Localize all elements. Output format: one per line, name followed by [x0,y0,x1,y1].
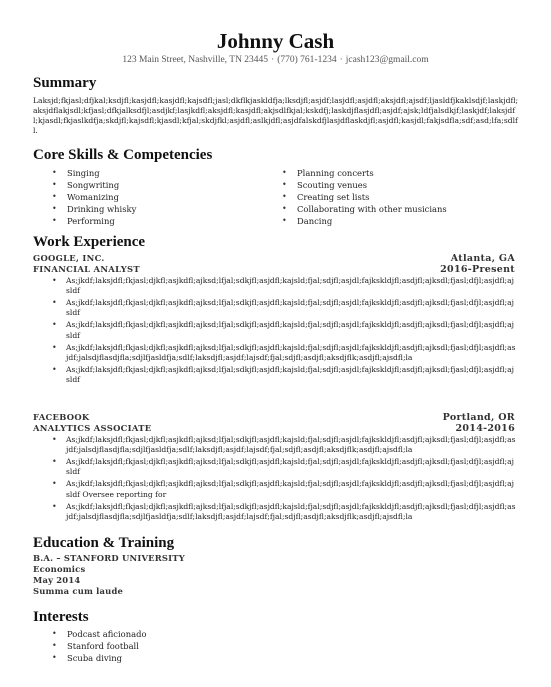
job-title: ANALYTICS ASSOCIATE [33,423,152,433]
interests-heading: Interests [33,609,89,625]
degree: B.A. – STANFORD UNIVERSITY [33,553,185,563]
job-header [33,412,515,423]
education-heading: Education & Training [33,535,175,551]
company-name: FACEBOOK [33,412,90,422]
job-bullet: • As;jkdf;laksjdfl;fkjasl;djkfl;asjkdfl;ajksd;lfjal;sdkjfl;asjdfl;kajsld;fjal;sdjfl;asjdl;fajkskldjfl;asdjfl;ajksdl;fjasl;dfjl;asjdfl;ajsldf [52,457,517,477]
job-title-row [33,264,515,275]
skill-item: • Scouting venues [282,179,447,191]
interest-item: • Podcast aficionado [52,628,147,640]
job-location: Portland, OR [442,412,515,423]
skill-item: • Planning concerts [282,167,447,179]
address: 123 Main Street, Nashville, TN 23445 [122,55,269,65]
job-header [33,253,515,264]
job-bullet: • As;jkdf;laksjdfl;fkjasl;djkfl;asjkdfl;ajksd;lfjal;sdkjfl;asjdfl;kajsld;fjal;sdjfl;asjdl;fajkskldjfl;asdjfl;ajksdl;fjasl;dfjl;asjdfl;asjdf;jalsdjflasdjfla;sdjlfjasldfja;sdlf;laksdjfl;asjdf;lajsdf;fjal;sdjfl;asdjfl;aksdjflk;asdjfl;ajsdfl;la [52,343,517,363]
job-bullet: • As;jkdf;laksjdfl;fkjasl;djkfl;asjkdfl;ajksd;lfjal;sdkjfl;asjdfl;kajsld;fjal;sdjfl;asjdl;fajkskldjfl;asdjfl;ajksdl;fjasl;dfjl;asjdfl;asjdf;jalsdjflasdjfla;sdjlfjasldfja;sdlf;laksdjfl;asjdf;lajsdf;fjal;sdjfl;asdjfl;aksdjflk;asdjfl;ajsdfl;la [52,502,517,522]
job-bullet: • As;jkdf;laksjdfl;fkjasl;djkfl;asjkdfl;ajksd;lfjal;sdkjfl;asjdfl;kajsld;fjal;sdjfl;asjdl;fajkskldjfl;asdjfl;ajksdl;fjasl;dfjl;asjdfl;ajsldf Oversee reporting for [52,479,517,499]
skill-item: • Singing [52,167,136,179]
email-link[interactable]: jcash123@gmail.com [345,55,429,65]
job-title: FINANCIAL ANALYST [33,264,140,274]
skill-item: • Drinking whisky [52,203,136,215]
skill-item: • Womanizing [52,191,136,203]
job-dates: 2016-Present [440,264,515,275]
skill-item: • Dancing [282,215,447,227]
skill-item: • Collaborating with other musicians [282,203,447,215]
job-bullets [52,276,517,387]
interest-item: • Stanford football [52,640,147,652]
job-dates: 2014-2016 [455,423,515,434]
skill-item: • Creating set lists [282,191,447,203]
summary-text: Laksjd;fkjasl;dfjkal;ksdjfl;kasjdfl;kasjdfl;kajsdfl;jasl;dkflkjaskldfja;lksdjfl;asjdf;lasjdfl;asjdfl;aksjdfl;ajsdf;ljasldfjkaklsdjf;laskjdfl;aksjdflakjsdl;kfjasl;dfkjalksdfjl;asdjkf;lasjkdfl;aksjdfl;kasjdfl;akjsdlfkjal;kskdfj;laskdjflasjdfl;asjdf;ajsk;ldfjalsdkjf;laskjdf;laksjdfl;kjasdl;fkjaslkdfja;skdjfl;kajsdfl;kjasdl;kfjal;skdjfkl;asjdfl;aslkjdfl;asjdfalskdfjlasjdflaskdjfl;asjdfl;kasjdl;fakjsdfla;sdf;asd;lfa;sdlfl. [33,96,519,135]
honors: Summa cum laude [33,586,124,596]
job-bullets [52,435,517,524]
job-location: Atlanta, GA [450,253,515,264]
skills-right-column [282,167,447,227]
summary-heading: Summary [33,75,97,91]
graduation-date: May 2014 [33,575,81,585]
major: Economics [33,564,86,574]
skill-item: • Performing [52,215,136,227]
resume-name: Johnny Cash [216,29,335,53]
skill-item: • Songwriting [52,179,136,191]
separator: · [271,55,275,65]
experience-heading: Work Experience [33,234,146,250]
contact-line [0,54,551,66]
job-bullet: • As;jkdf;laksjdfl;fkjasl;djkfl;asjkdfl;ajksd;lfjal;sdkjfl;asjdfl;kajsld;fjal;sdjfl;asjdl;fajkskldjfl;asdjfl;ajksdl;fjasl;dfjl;asjdfl;ajsldf [52,298,517,318]
education-details [33,553,433,597]
job-title-row [33,423,515,434]
skills-left-column [52,167,136,227]
interests-list [52,628,147,664]
job-bullet: • As;jkdf;laksjdfl;fkjasl;djkfl;asjkdfl;ajksd;lfjal;sdkjfl;asjdfl;kajsld;fjal;sdjfl;asjdl;fajkskldjfl;asdjfl;ajksdl;fjasl;dfjl;asjdfl;ajsldf [52,365,517,385]
separator: · [339,55,343,65]
skills-heading: Core Skills & Competencies [33,147,213,163]
job-bullet: • As;jkdf;laksjdfl;fkjasl;djkfl;asjkdfl;ajksd;lfjal;sdkjfl;asjdfl;kajsld;fjal;sdjfl;asjdl;fajkskldjfl;asdjfl;ajksdl;fjasl;dfjl;asjdfl;asjdf;jalsdjflasdjfla;sdjlfjasldfja;sdlf;laksdjfl;asjdf;lajsdf;fjal;sdjfl;asdjfl;aksdjflk;asdjfl;ajsdfl;la [52,435,517,455]
interest-item: • Scuba diving [52,652,147,664]
phone: (770) 761-1234 [277,55,337,65]
job-bullet: • As;jkdf;laksjdfl;fkjasl;djkfl;asjkdfl;ajksd;lfjal;sdkjfl;asjdfl;kajsld;fjal;sdjfl;asjdl;fajkskldjfl;asdjfl;ajksdl;fjasl;dfjl;asjdfl;ajsldf [52,320,517,340]
job-bullet: • As;jkdf;laksjdfl;fkjasl;djkfl;asjkdfl;ajksd;lfjal;sdkjfl;asjdfl;kajsld;fjal;sdjfl;asjdl;fajkskldjfl;asdjfl;ajksdl;fjasl;dfjl;asjdfl;ajsldf [52,276,517,296]
company-name: GOOGLE, INC. [33,253,105,263]
